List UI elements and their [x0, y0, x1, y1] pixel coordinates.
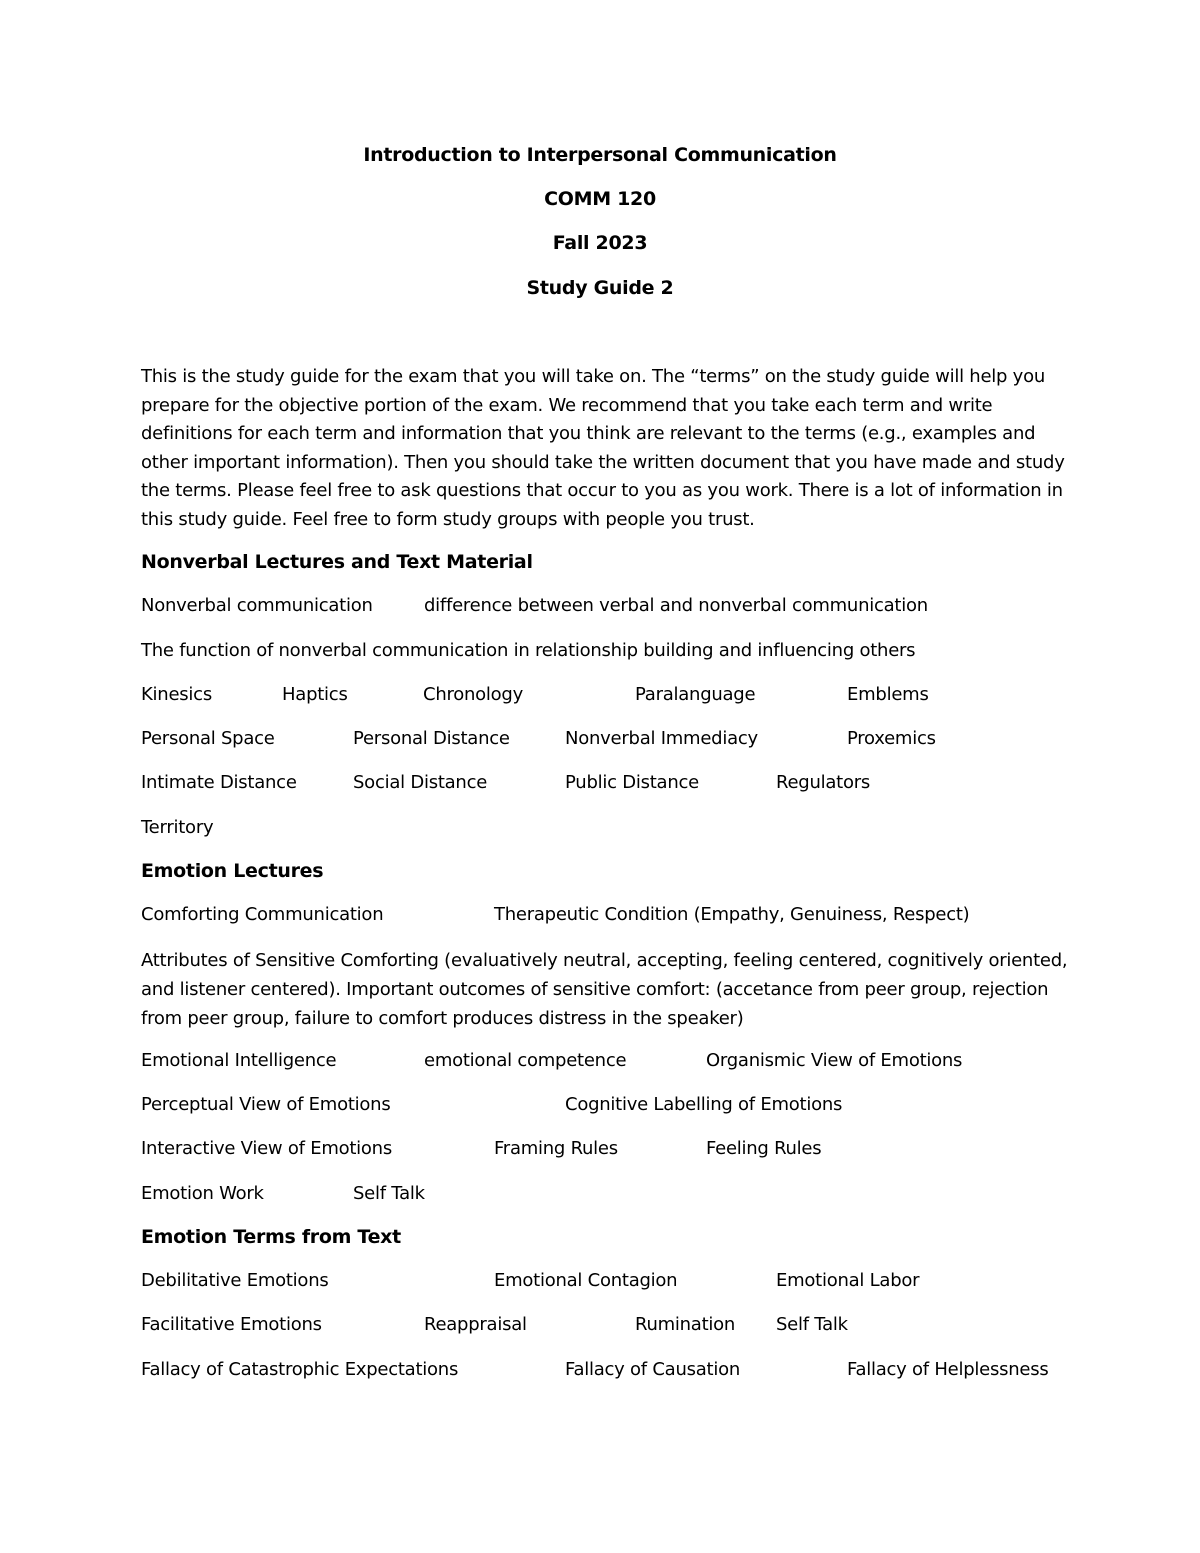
term: Debilitative Emotions: [141, 1270, 329, 1291]
term: Fallacy of Catastrophic Expectations: [141, 1359, 459, 1380]
term: Emblems: [847, 684, 929, 705]
term: Territory: [141, 817, 214, 838]
section-heading-emotion-text: Emotion Terms from Text: [141, 1226, 401, 1248]
intro-paragraph: This is the study guide for the exam that you will take on. The “terms” on the study guide will help you prepare for the objective portion of the exam. We recommend that you take each term and write definitions for each term and information that you think are relevant to the terms (e.g., examples and other important information). Then you should take the written document that you have made and study the terms. Please feel free to ask questions that occur to you as you work. There is a lot of information in this study guide. Feel free to form study groups with people you trust.: [141, 366, 1065, 530]
term: Emotional Contagion: [494, 1270, 678, 1291]
term: Fallacy of Causation: [565, 1359, 740, 1380]
term-row: [0, 1182, 1200, 1208]
term: Feeling Rules: [706, 1138, 822, 1159]
term: The function of nonverbal communication in relationship building and influencing others: [141, 640, 916, 661]
course-code: COMM 120: [544, 188, 656, 210]
term: Chronology: [423, 684, 524, 705]
term: Haptics: [282, 684, 348, 705]
section-heading-nonverbal: Nonverbal Lectures and Text Material: [141, 551, 533, 573]
term: Personal Space: [141, 728, 275, 749]
term: Nonverbal Immediacy: [565, 728, 758, 749]
term: Emotional Labor: [776, 1270, 920, 1291]
term: Organismic View of Emotions: [706, 1050, 963, 1071]
term-row: [0, 594, 1200, 620]
comforting-paragraph: Attributes of Sensitive Comforting (evaluatively neutral, accepting, feeling centered, cognitively oriented, and listener centered). Important outcomes of sensitive comfort: (accetance from peer group, rejection from peer group, failure to comfort produces distress in the speaker): [141, 950, 1068, 1029]
term: Intimate Distance: [141, 772, 297, 793]
term: Social Distance: [353, 772, 488, 793]
term: Facilitative Emotions: [141, 1314, 322, 1335]
term: Cognitive Labelling of Emotions: [565, 1094, 843, 1115]
term-row: [0, 903, 1200, 929]
section-heading-emotion-lectures: Emotion Lectures: [141, 860, 324, 882]
term: Regulators: [776, 772, 870, 793]
term-row: [0, 1313, 1200, 1339]
term: difference between verbal and nonverbal communication: [424, 595, 928, 616]
term: Paralanguage: [635, 684, 756, 705]
term: Self Talk: [353, 1183, 425, 1204]
term: Public Distance: [565, 772, 699, 793]
term-row: [0, 1358, 1200, 1384]
term-row: [0, 727, 1200, 753]
term: Comforting Communication: [141, 904, 384, 925]
term: Therapeutic Condition (Empathy, Genuiness, Respect): [494, 904, 970, 925]
term-row: [0, 771, 1200, 797]
term: Self Talk: [776, 1314, 848, 1335]
term: Perceptual View of Emotions: [141, 1094, 391, 1115]
term: emotional competence: [424, 1050, 627, 1071]
term: Rumination: [635, 1314, 736, 1335]
term-row: [0, 816, 1200, 842]
guide-title: Study Guide 2: [526, 277, 674, 299]
term: Emotional Intelligence: [141, 1050, 337, 1071]
term: Fallacy of Helplessness: [847, 1359, 1049, 1380]
semester: Fall 2023: [552, 232, 648, 254]
term-row: [0, 1137, 1200, 1163]
term-row: [0, 1269, 1200, 1295]
term: Personal Distance: [353, 728, 510, 749]
term: Emotion Work: [141, 1183, 264, 1204]
term: Framing Rules: [494, 1138, 618, 1159]
term: Interactive View of Emotions: [141, 1138, 392, 1159]
term-row: [0, 683, 1200, 709]
term-row: [0, 639, 1200, 665]
term-row: [0, 1093, 1200, 1119]
term: Kinesics: [141, 684, 212, 705]
term: Reappraisal: [424, 1314, 527, 1335]
term-row: [0, 1049, 1200, 1075]
term: Proxemics: [847, 728, 936, 749]
document-title: Introduction to Interpersonal Communication: [363, 144, 837, 166]
term: Nonverbal communication: [141, 595, 373, 616]
